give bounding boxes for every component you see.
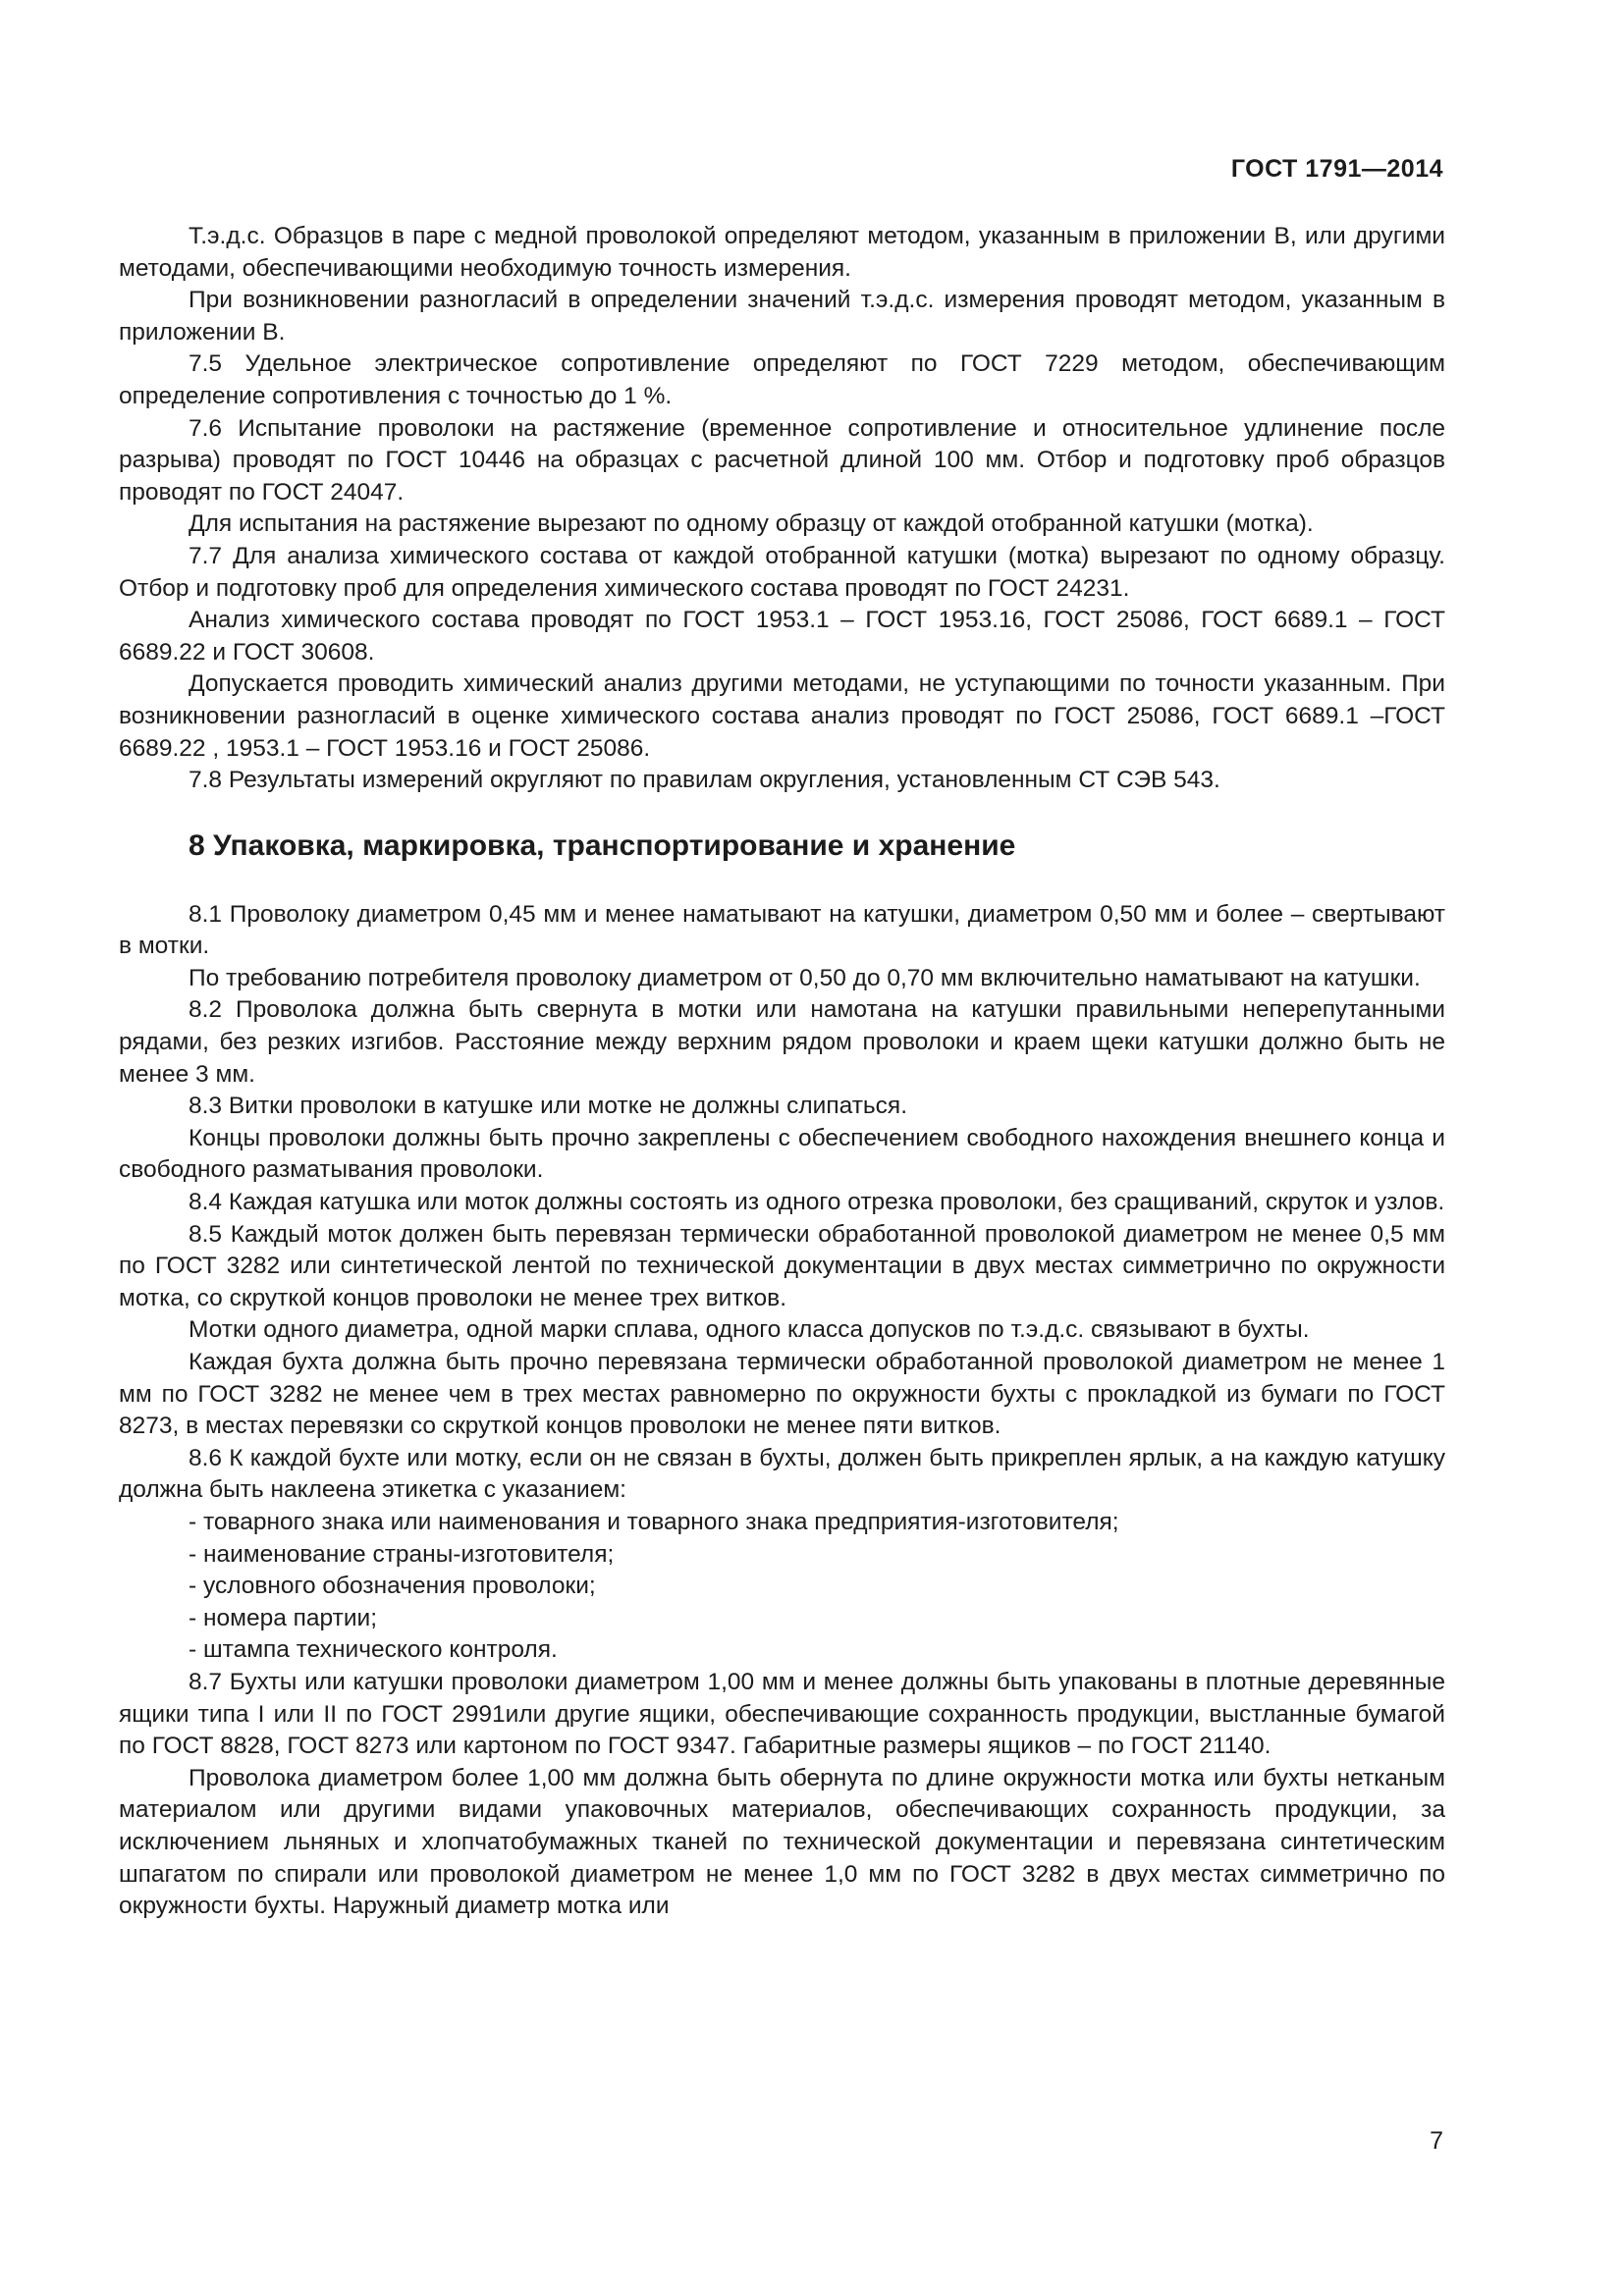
paragraph: 8.3 Витки проволоки в катушке или мотке не должны слипаться.	[189, 1093, 907, 1120]
paragraph: 7.5 Удельное электрическое сопротивление определяют по ГОСТ 7229 методом, обеспечивающим определение сопротивления с точностью до 1 %.	[119, 350, 1445, 409]
paragraph: 8.1 Проволоку диаметром 0,45 мм и менее наматывают на катушки, диаметром 0,50 мм и более – свертывают в мотки.	[119, 900, 1445, 960]
paragraph: Т.э.д.с. Образцов в паре с медной проволокой определяют методом, указанным в приложении В, или другими методами, обеспечивающими необходимую точность измерения.	[119, 223, 1445, 282]
paragraph: Концы проволоки должны быть прочно закреплены с обеспечением свободного нахождения внешнего конца и свободного разматывания проволоки.	[119, 1124, 1445, 1184]
paragraph: При возникновении разногласий в определении значений т.э.д.с. измерения проводят методом, указанным в приложении В.	[119, 287, 1445, 346]
paragraph: 8.4 Каждая катушка или моток должны состоять из одного отрезка проволоки, без сращиваний, скруток и узлов.	[189, 1189, 1445, 1216]
list-item: - штампа технического контроля.	[189, 1636, 558, 1664]
paragraph: Мотки одного диаметра, одной марки сплава, одного класса допусков по т.э.д.с. связывают в бухты.	[189, 1316, 1310, 1344]
paragraph: 8.5 Каждый моток должен быть перевязан термически обработанной проволокой диаметром не менее 0,5 мм по ГОСТ 3282 или синтетической лентой по технической документации в двух местах симметрично по окружности мотка, со скруткой концов проволоки не менее трех витков.	[119, 1220, 1445, 1311]
paragraph: 7.6 Испытание проволоки на растяжение (временное сопротивление и относительное удлинение после разрыва) проводят по ГОСТ 10446 на образцах с расчетной длиной 100 мм. Отбор и подготовку проб образцов проводят по ГОСТ 24047.	[119, 414, 1445, 506]
page-number: 7	[1430, 2127, 1443, 2155]
paragraph: Проволока диаметром более 1,00 мм должна быть обернута по длине окружности мотка или бухты нетканым материалом или другими видами упаковочных материалов, обеспечивающих сохранность продукции, за исключением льняных и хлопчатобумажных тканей по технической документации и перевязана синтетическим шпагатом по спирали или проволокой диаметром не менее 1,0 мм по ГОСТ 3282 в двух местах симметрично по окружности бухты. Наружный диаметр мотка или	[119, 1764, 1445, 1920]
document-header: ГОСТ 1791—2014	[1230, 155, 1443, 183]
list-item: - наименование страны-изготовителя;	[189, 1540, 615, 1568]
paragraph: Для испытания на растяжение вырезают по одному образцу от каждой отобранной катушки (мотка).	[189, 510, 1314, 538]
paragraph: 8.7 Бухты или катушки проволоки диаметром 1,00 мм и менее должны быть упакованы в плотные деревянные ящики типа I или II по ГОСТ 2991или другие ящики, обеспечивающие сохранность продукции, выстланные бумагой по ГОСТ 8828, ГОСТ 8273 или картоном по ГОСТ 9347. Габаритные размеры ящиков – по ГОСТ 21140.	[119, 1668, 1445, 1760]
list-item: - условного обозначения проволоки;	[189, 1573, 596, 1600]
list-item: - номера партии;	[189, 1604, 378, 1631]
paragraph: 8.6 К каждой бухте или мотку, если он не связан в бухты, должен быть прикреплен ярлык, а на каждую катушку должна быть наклеена этикетка с указанием:	[119, 1444, 1445, 1504]
paragraph: 7.8 Результаты измерений округляют по правилам округления, установленным СТ СЭВ 543.	[189, 767, 1220, 794]
list-item: - товарного знака или наименования и товарного знака предприятия-изготовителя;	[189, 1508, 1119, 1535]
page-content	[119, 221, 1445, 1923]
section-heading: 8 Упаковка, маркировка, транспортирование и хранение	[189, 828, 1016, 862]
paragraph: 7.7 Для анализа химического состава от каждой отобранной катушки (мотка) вырезают по одному образцу. Отбор и подготовку проб для определения химического состава проводят по ГОСТ 24231.	[119, 542, 1445, 602]
paragraph: По требованию потребителя проволоку диаметром от 0,50 до 0,70 мм включительно наматывают на катушки.	[189, 964, 1421, 991]
paragraph: Допускается проводить химический анализ другими методами, не уступающими по точности указанным. При возникновении разногласий в оценке химического состава анализ проводят по ГОСТ 25086, ГОСТ 6689.1 –ГОСТ 6689.22 , 1953.1 – ГОСТ 1953.16 и ГОСТ 25086.	[119, 670, 1445, 762]
paragraph: Каждая бухта должна быть прочно перевязана термически обработанной проволокой диаметром не менее 1 мм по ГОСТ 3282 не менее чем в трех местах равномерно по окружности бухты с прокладкой из бумаги по ГОСТ 8273, в местах перевязки со скруткой концов проволоки не менее пяти витков.	[119, 1349, 1445, 1440]
paragraph: Анализ химического состава проводят по ГОСТ 1953.1 – ГОСТ 1953.16, ГОСТ 25086, ГОСТ 6689.1 – ГОСТ 6689.22 и ГОСТ 30608.	[119, 607, 1445, 666]
paragraph: 8.2 Проволока должна быть свернута в мотки или намотана на катушки правильными неперепутанными рядами, без резких изгибов. Расстояние между верхним рядом проволоки и краем щеки катушки должно быть не менее 3 мм.	[119, 996, 1445, 1088]
